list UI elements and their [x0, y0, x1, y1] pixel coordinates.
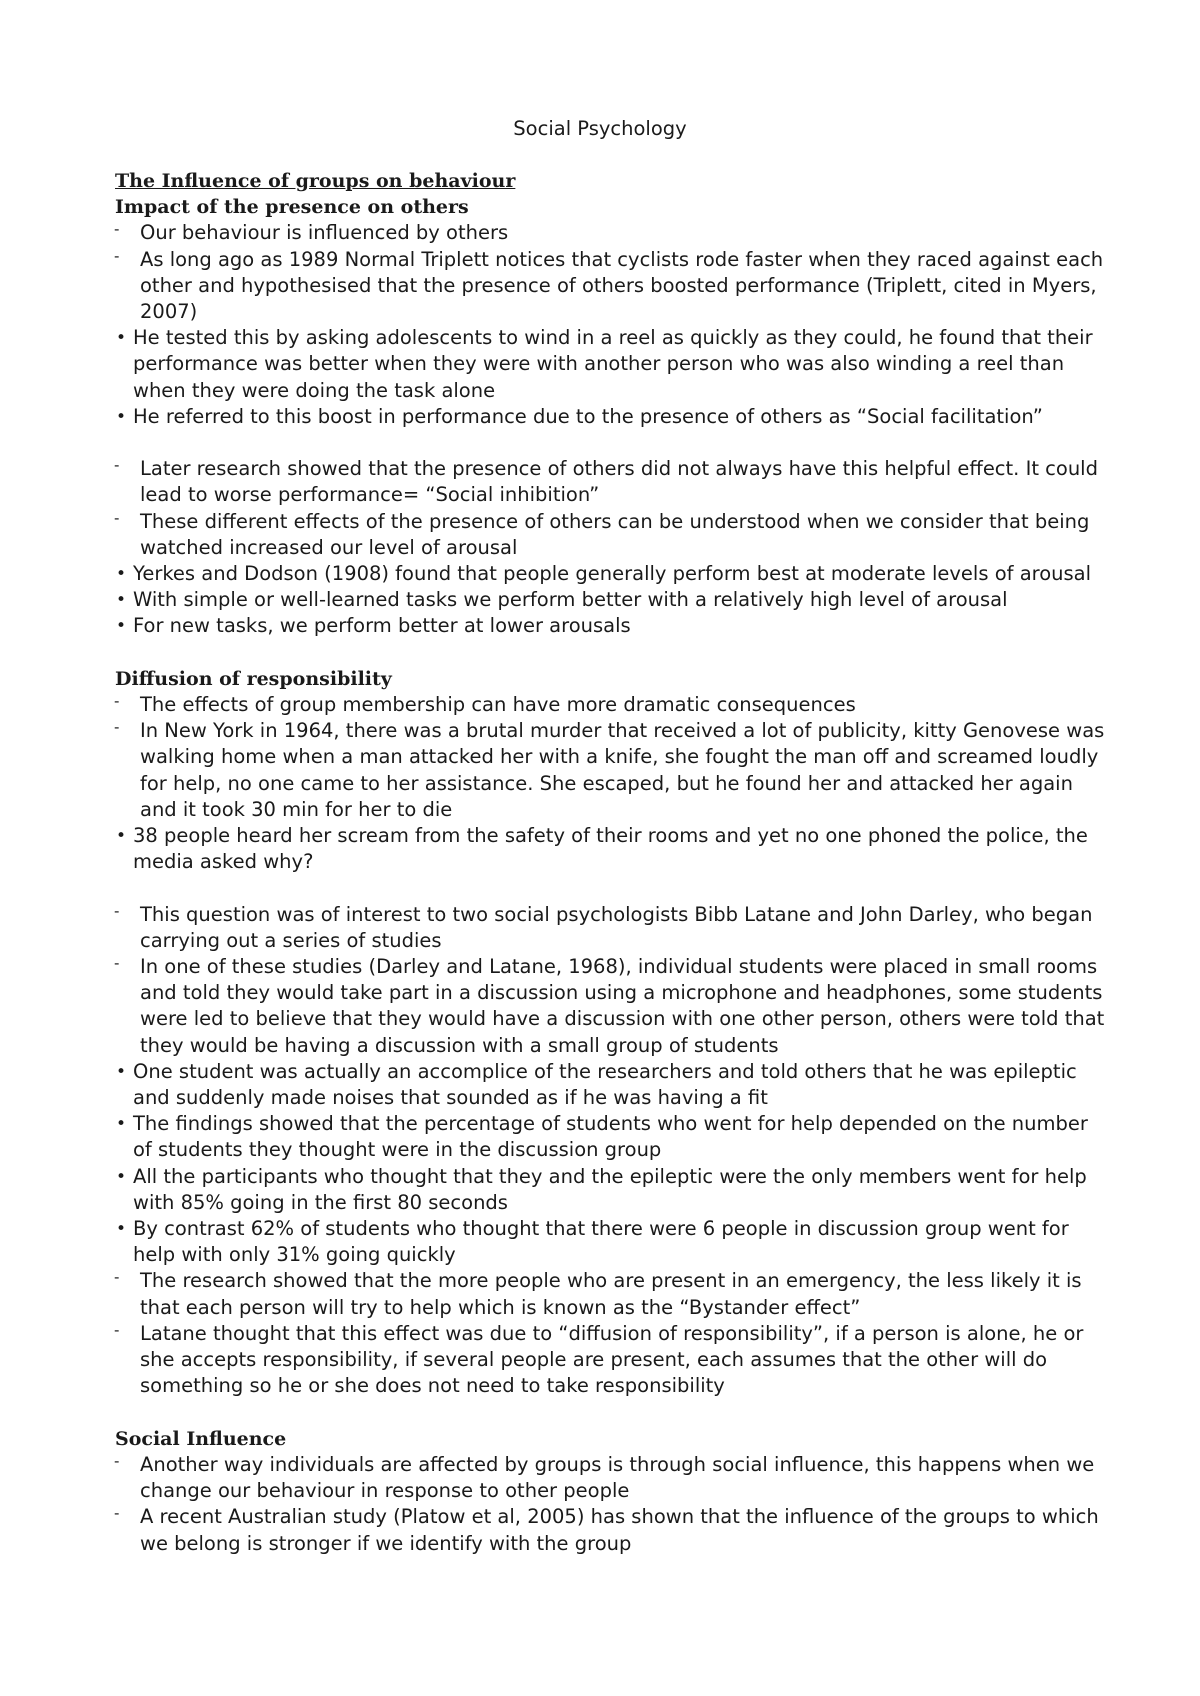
list-item-text: With simple or well-learned tasks we perform better with a relatively high level of arousal — [133, 588, 1008, 612]
list-item-text: He referred to this boost in performance due to the presence of others as “Social facilitation” — [133, 404, 1043, 428]
section-heading: The Influence of groups on behaviour — [115, 170, 516, 192]
section-spacer — [115, 640, 1105, 666]
list-item — [115, 1111, 1105, 1163]
document-body — [115, 168, 1105, 1557]
section-spacer — [115, 1400, 1105, 1426]
list-item-text: In New York in 1964, there was a brutal murder that received a lot of publicity, kitty Genovese was walking home when a man attacked her with a knife, she fought the man off and screamed loudly for help, no one came to her assistance. She escaped, but he found her and attacked her again and it took 30 min for her to die — [140, 719, 1105, 821]
list-item-text: The findings showed that the percentage of students who went for help depended on the number of students they thought were in the discussion group — [133, 1112, 1088, 1162]
dash-marker-icon: - — [114, 1504, 120, 1523]
bullet-list — [115, 456, 1105, 639]
bullet-marker-icon: • — [116, 1219, 127, 1240]
list-item-text: For new tasks, we perform better at lower arousals — [133, 614, 631, 638]
list-item-text: The research showed that the more people who are present in an emergency, the less likely it is that each person will try to help which is known as the “Bystander effect” — [140, 1269, 1082, 1319]
list-item-text: He tested this by asking adolescents to wind in a reel as quickly as they could, he found that their performance was better when they were with another person who was also winding a reel than when they were doing the task alone — [133, 326, 1093, 402]
paragraph-spacer — [115, 430, 1105, 456]
list-item — [115, 561, 1105, 587]
list-item-text: The effects of group membership can have more dramatic consequences — [140, 693, 856, 717]
bullet-marker-icon: • — [116, 590, 127, 611]
list-item — [115, 1059, 1105, 1111]
dash-marker-icon: - — [114, 1320, 120, 1339]
subsection-heading: Impact of the presence on others — [115, 196, 469, 219]
list-item-text: Another way individuals are affected by groups is through social influence, this happens when we change our behaviour in response to other people — [140, 1452, 1095, 1503]
bullet-marker-icon: • — [116, 564, 127, 585]
list-item-text: By contrast 62% of students who thought that there were 6 people in discussion group went for help with only 31% going quickly — [133, 1217, 1069, 1267]
bullet-marker-icon: • — [116, 1061, 127, 1082]
dash-marker-icon: - — [114, 1451, 120, 1470]
list-item — [115, 902, 1105, 954]
dash-marker-icon: - — [114, 692, 120, 711]
dash-marker-icon: - — [114, 508, 120, 527]
subsection-heading: Diffusion of responsibility — [115, 667, 392, 690]
paragraph-spacer — [115, 875, 1105, 901]
dash-marker-icon: - — [114, 220, 120, 239]
list-item — [115, 718, 1105, 823]
list-item — [115, 1452, 1105, 1504]
list-item — [115, 692, 1105, 718]
list-item-text: This question was of interest to two social psychologists Bibb Latane and John Darley, who began carrying out a series of studies — [140, 902, 1093, 952]
list-item — [115, 613, 1105, 639]
list-item — [115, 1321, 1105, 1400]
dash-marker-icon: - — [114, 718, 120, 737]
bullet-list — [115, 220, 1105, 430]
list-item — [115, 247, 1105, 326]
dash-marker-icon: - — [114, 246, 120, 265]
list-item-text: As long ago as 1989 Normal Triplett notices that cyclists rode faster when they raced against each other and hypothesised that the presence of others boosted performance (Triplett, cited in Myers, 2007) — [140, 247, 1104, 324]
list-item-text: A recent Australian study (Platow et al, 2005) has shown that the influence of the groups to which we belong is stronger if we identify with the group — [140, 1505, 1099, 1555]
list-item — [115, 1216, 1105, 1268]
list-item — [115, 1164, 1105, 1216]
list-item-text: In one of these studies (Darley and Latane, 1968), individual students were placed in small rooms and told they would take part in a discussion using a microphone and headphones, some students were led to believe that they would have a discussion with one other person, others were told that they would be having a discussion with a small group of students — [140, 955, 1105, 1057]
list-item — [115, 823, 1105, 875]
list-item — [115, 587, 1105, 613]
dash-marker-icon: - — [114, 954, 120, 973]
dash-marker-icon: - — [114, 456, 120, 475]
list-item-text: One student was actually an accomplice of the researchers and told others that he was epileptic and suddenly made noises that sounded as if he was having a fit — [133, 1059, 1077, 1110]
bullet-marker-icon: • — [116, 826, 127, 847]
list-item — [115, 509, 1105, 561]
bullet-marker-icon: • — [116, 328, 127, 349]
bullet-marker-icon: • — [116, 616, 127, 637]
bullet-list — [115, 1452, 1105, 1557]
list-item-text: These different effects of the presence of others can be understood when we consider that being watched increased our level of arousal — [140, 509, 1090, 559]
list-item — [115, 456, 1105, 508]
list-item — [115, 404, 1105, 430]
list-item — [115, 1268, 1105, 1320]
list-item — [115, 954, 1105, 1059]
sections-container — [115, 194, 1105, 1557]
dash-marker-icon: - — [114, 901, 120, 920]
bullet-list — [115, 692, 1105, 875]
bullet-marker-icon: • — [116, 406, 127, 427]
list-item — [115, 325, 1105, 404]
list-item-text: Our behaviour is influenced by others — [140, 221, 509, 245]
list-item-text: Later research showed that the presence of others did not always have this helpful effect. It could lead to worse performance= “Social inhibition” — [140, 457, 1098, 507]
list-item-text: Yerkes and Dodson (1908) found that people generally perform best at moderate levels of arousal — [133, 562, 1092, 586]
list-item-text: All the participants who thought that they and the epileptic were the only members went for help with 85% going in the first 80 seconds — [133, 1164, 1087, 1214]
list-item-text: Latane thought that this effect was due to “diffusion of responsibility”, if a person is alone, he or she accepts responsibility, if several people are present, each assumes that the other will do something so he or she does not need to take responsibility — [140, 1321, 1084, 1398]
list-item-text: 38 people heard her scream from the safety of their rooms and yet no one phoned the police, the media asked why? — [133, 824, 1088, 874]
bullet-marker-icon: • — [116, 1114, 127, 1135]
subsection-heading: Social Influence — [115, 1427, 287, 1450]
list-item — [115, 1504, 1105, 1556]
bullet-list — [115, 902, 1105, 1400]
dash-marker-icon: - — [114, 1268, 120, 1287]
bullet-marker-icon: • — [116, 1166, 127, 1187]
list-item — [115, 220, 1105, 246]
page-title: Social Psychology — [513, 117, 687, 140]
